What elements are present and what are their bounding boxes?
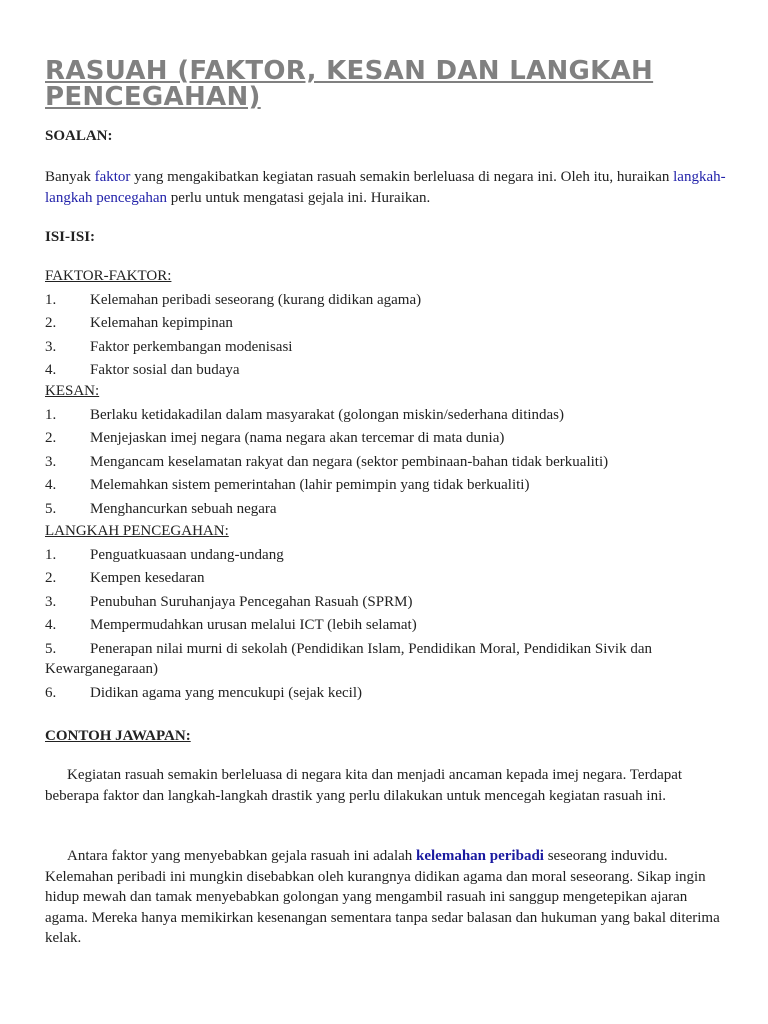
isi-heading: ISI-ISI: [45,229,96,245]
list-item [45,404,730,428]
langkah-heading: LANGKAH PENCEGAHAN: [45,523,229,539]
text: Antara faktor yang menyebabkan gejala rasuah ini adalah [67,848,417,864]
list-item [45,591,730,615]
contoh-paragraph-1: Kegiatan rasuah semakin berleluasa di negara kita dan menjadi ancaman kepada imej negara. Terdapat beberapa faktor dan langkah-langkah drastik yang perlu dilakukan untuk mencegah kegiatan rasuah ini. [45,767,683,804]
item-text: Faktor perkembangan modenisasi [90,338,293,355]
item-text: Melemahkan sistem pemerintahan (lahir pemimpin yang tidak berkualiti) [90,477,530,493]
faktor-link[interactable]: faktor [94,169,131,185]
list-item [45,359,730,383]
item-number: 4. [45,362,57,378]
list-item [45,336,730,360]
item-number: 2. [45,570,57,586]
item-number: 6. [45,684,57,701]
list-item [45,638,730,682]
item-text: Didikan agama yang mencukupi (sejak kecil) [90,684,362,701]
item-number: 3. [45,593,57,610]
item-number: 2. [45,315,57,331]
item-number: 5. [45,500,57,517]
soalan-text [45,167,730,208]
item-text: Kelemahan peribadi seseorang (kurang didikan agama) [90,291,422,308]
item-text: Menghancurkan sebuah negara [90,500,277,517]
item-number: 1. [45,406,57,423]
text: seseorang induvidu. Kelemahan peribadi ini mungkin disebabkan oleh kurangnya didikan agama dan moral seseorang. Sikap ingin hidup mewah dan tamak menyebabkan golongan yang mengambil rasuah ini sanggup mengetepikan ajaran agama. Mereka hanya memikirkan kesenangan sementara tanpa sedar balasan dan hukuman yang bakal diterima kelak. [45,848,720,946]
item-number: 3. [45,338,57,355]
list-item [45,474,730,498]
item-text: Berlaku ketidakadilan dalam masyarakat (golongan miskin/sederhana ditindas) [90,406,565,423]
faktor-section [45,265,730,383]
page-title: RASUAH (FAKTOR, KESAN DAN LANGKAH PENCEGAHAN) [45,56,654,112]
list-item [45,498,730,522]
list-item [45,312,730,336]
item-text: Kempen kesedaran [90,570,205,586]
item-text: Mempermudahkan urusan melalui ICT (lebih selamat) [90,617,417,633]
list-item [45,451,730,475]
langkah-pencegahan-link[interactable]: langkah-langkah pencegahan [45,169,726,206]
kesan-heading: KESAN: [45,383,100,399]
soalan-heading: SOALAN: [45,128,113,144]
kelemahan-peribadi-link[interactable]: kelemahan peribadi [416,848,544,864]
list-item [45,682,730,706]
list-item [45,614,730,638]
list-item [45,567,730,591]
item-number: 3. [45,453,57,470]
item-text: Penguatkuasaan undang-undang [90,546,284,563]
item-number: 4. [45,617,57,633]
contoh-heading: CONTOH JAWAPAN: [45,728,191,744]
contoh-paragraph-2 [45,846,730,949]
item-number: 1. [45,291,57,308]
item-number: 5. [45,640,57,657]
item-number: 1. [45,546,57,563]
item-number: 2. [45,430,57,446]
item-text: Penubuhan Suruhanjaya Pencegahan Rasuah (SPRM) [90,593,413,610]
text: yang mengakibatkan kegiatan rasuah semakin berleluasa di negara ini. Oleh itu, huraikan [130,169,674,185]
item-text: Faktor sosial dan budaya [90,362,240,378]
text: perlu untuk mengatasi gejala ini. Huraikan. [167,189,431,206]
faktor-heading: FAKTOR-FAKTOR: [45,268,172,284]
item-number: 4. [45,477,57,493]
item-text: Mengancam keselamatan rakyat dan negara (sektor pembinaan-bahan tidak berkualiti) [90,453,609,470]
item-text: Menjejaskan imej negara (nama negara akan tercemar di mata dunia) [90,430,505,446]
item-text: Penerapan nilai murni di sekolah (Pendidikan Islam, Pendidikan Moral, Pendidikan Sivik dan Kewarganegaraan) [45,640,652,677]
kesan-section [45,380,730,521]
item-text: Kelemahan kepimpinan [90,315,233,331]
text: Banyak [45,169,95,185]
langkah-section [45,520,730,705]
list-item [45,427,730,451]
list-item [45,289,730,313]
list-item [45,544,730,568]
